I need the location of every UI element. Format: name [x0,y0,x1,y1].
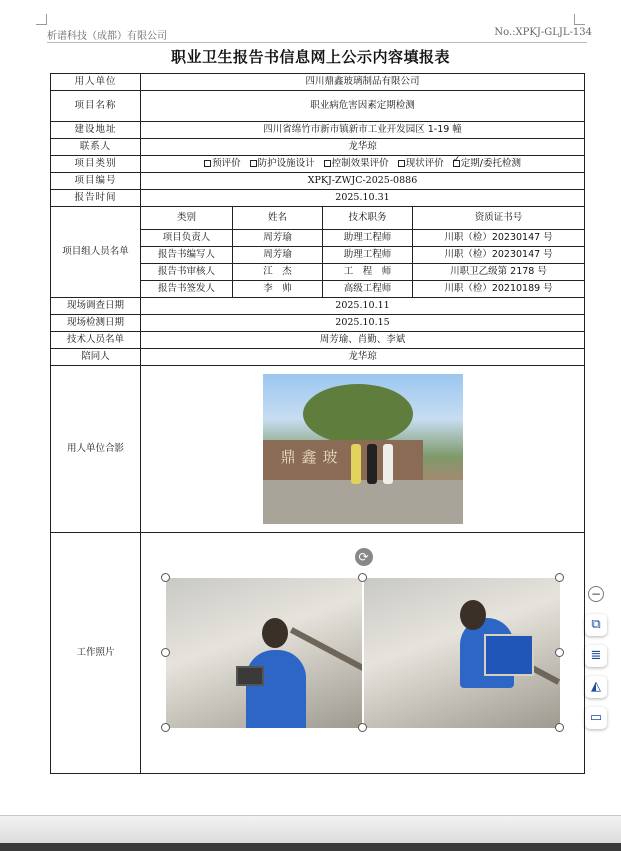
team-cert[interactable]: 川职卫乙级第 2178 号 [413,264,585,281]
team-title[interactable]: 助理工程师 [323,247,413,264]
row-contact [51,139,585,156]
category-options [141,156,585,173]
category-option-protection-design[interactable]: 防护设施设计 [250,158,315,169]
row-project-no [51,173,585,190]
category-label: 项目类别 [51,156,141,173]
resize-handle[interactable] [555,723,564,732]
category-option-control-effect[interactable]: 控制效果评价 [324,158,389,169]
team-name[interactable]: 周芳瑜 [233,230,323,247]
resize-handle[interactable] [161,573,170,582]
project-name-label: 项目名称 [51,91,141,122]
team-title[interactable]: 高级工程师 [323,281,413,298]
taskbar-strip [0,843,621,851]
resize-handle[interactable] [358,723,367,732]
escort-value[interactable]: 龙华琼 [141,349,585,366]
team-cert[interactable]: 川职（检）20230147 号 [413,230,585,247]
team-header-row [51,207,585,230]
team-header-cert: 资质证书号 [413,207,585,230]
test-date-value[interactable]: 2025.10.15 [141,315,585,332]
rotate-icon[interactable]: ⟳ [355,548,373,566]
sampling-device [484,634,534,676]
work-photo-left[interactable] [166,578,362,728]
resize-handle[interactable] [161,723,170,732]
worker-figure [246,650,306,728]
checked-checkbox-icon[interactable] [453,160,460,167]
contact-value[interactable]: 龙华琼 [141,139,585,156]
row-project-name [51,91,585,122]
ground-shape [263,480,463,524]
disclosure-form-table [50,73,585,774]
team-role[interactable]: 报告书签发人 [141,281,233,298]
project-no-value[interactable]: XPKJ-ZWJC-2025-0886 [141,173,585,190]
work-photo-cell [141,533,585,774]
category-option-pre-evaluation[interactable]: 预评价 [204,158,241,169]
checkbox-icon[interactable] [204,160,211,167]
resize-handle[interactable] [555,573,564,582]
row-category [51,156,585,173]
company-header: 析谱科技（成都）有限公司 [47,31,167,42]
company-sign-text: 鼎鑫玻 [280,448,344,466]
project-name-value[interactable]: 职业病危害因素定期检测 [141,91,585,122]
checkbox-icon[interactable] [324,160,331,167]
report-time-value[interactable]: 2025.10.31 [141,190,585,207]
row-report-time [51,190,585,207]
resize-handle[interactable] [161,648,170,657]
row-escort [51,349,585,366]
row-address [51,122,585,139]
work-photo-group[interactable] [166,550,560,728]
team-name[interactable]: 李 帅 [233,281,323,298]
work-photo-label: 工作照片 [51,533,141,774]
employer-label: 用人单位 [51,74,141,91]
test-date-label: 现场检测日期 [51,315,141,332]
checkbox-icon[interactable] [250,160,257,167]
status-bar [0,815,621,844]
tech-staff-label: 技术人员名单 [51,332,141,349]
team-role[interactable]: 报告书审核人 [141,264,233,281]
team-name[interactable]: 江 杰 [233,264,323,281]
survey-date-value[interactable]: 2025.10.11 [141,298,585,315]
group-photo[interactable] [263,374,463,524]
work-photo-right[interactable] [364,578,560,728]
survey-date-label: 现场调查日期 [51,298,141,315]
row-tech-staff [51,332,585,349]
team-role[interactable]: 报告书编写人 [141,247,233,264]
category-option-status-evaluation[interactable]: 现状评价 [398,158,444,169]
tree-shape [303,384,413,444]
team-cert[interactable]: 川职（检）20230147 号 [413,247,585,264]
border-icon[interactable]: ▭ [585,707,607,729]
team-header-title: 技术职务 [323,207,413,230]
fill-color-icon[interactable]: ◭ [585,676,607,698]
crop-mark-left [36,14,47,25]
person-figure [383,444,393,484]
team-header-role: 类别 [141,207,233,230]
row-test-date [51,315,585,332]
employer-value[interactable]: 四川鼎鑫玻璃制品有限公司 [141,74,585,91]
checkbox-icon[interactable] [398,160,405,167]
row-employer [51,74,585,91]
team-name[interactable]: 周芳瑜 [233,247,323,264]
worker-head [262,618,288,648]
team-title[interactable]: 助理工程师 [323,230,413,247]
group-photo-label: 用人单位合影 [51,366,141,533]
address-label: 建设地址 [51,122,141,139]
header-divider [47,42,587,43]
group-photo-cell [141,366,585,533]
crop-mark-right [574,14,585,25]
row-group-photo [51,366,585,533]
report-time-label: 报告时间 [51,190,141,207]
document-number: No.:XPKJ-GLJL-134 [494,27,592,38]
resize-handle[interactable] [358,573,367,582]
wrap-text-icon[interactable]: ≣ [585,645,607,667]
resize-handle[interactable] [555,648,564,657]
row-survey-date [51,298,585,315]
team-label: 项目组人员名单 [51,207,141,298]
contact-label: 联系人 [51,139,141,156]
team-header-name: 姓名 [233,207,323,230]
team-cert[interactable]: 川职（检）20210189 号 [413,281,585,298]
meter-device [236,666,264,686]
category-option-periodic-testing[interactable]: ✓ 定期/委托检测 [453,158,521,169]
project-no-label: 项目编号 [51,173,141,190]
person-figure [367,444,377,484]
team-title[interactable]: 工 程 师 [323,264,413,281]
person-figure [351,444,361,484]
address-value[interactable]: 四川省绵竹市新市镇新市工业开发园区 1-19 幢 [141,122,585,139]
worker-head [460,600,486,630]
page-title: 职业卫生报告书信息网上公示内容填报表 [170,48,450,66]
tech-staff-value[interactable]: 周芳瑜、肖勤、李斌 [141,332,585,349]
layout-options-icon[interactable]: ⧉ [585,614,607,636]
row-work-photo [51,533,585,774]
escort-label: 陪同人 [51,349,141,366]
floating-toolbar [583,586,611,738]
collapse-icon[interactable]: − [588,586,604,602]
team-role[interactable]: 项目负责人 [141,230,233,247]
